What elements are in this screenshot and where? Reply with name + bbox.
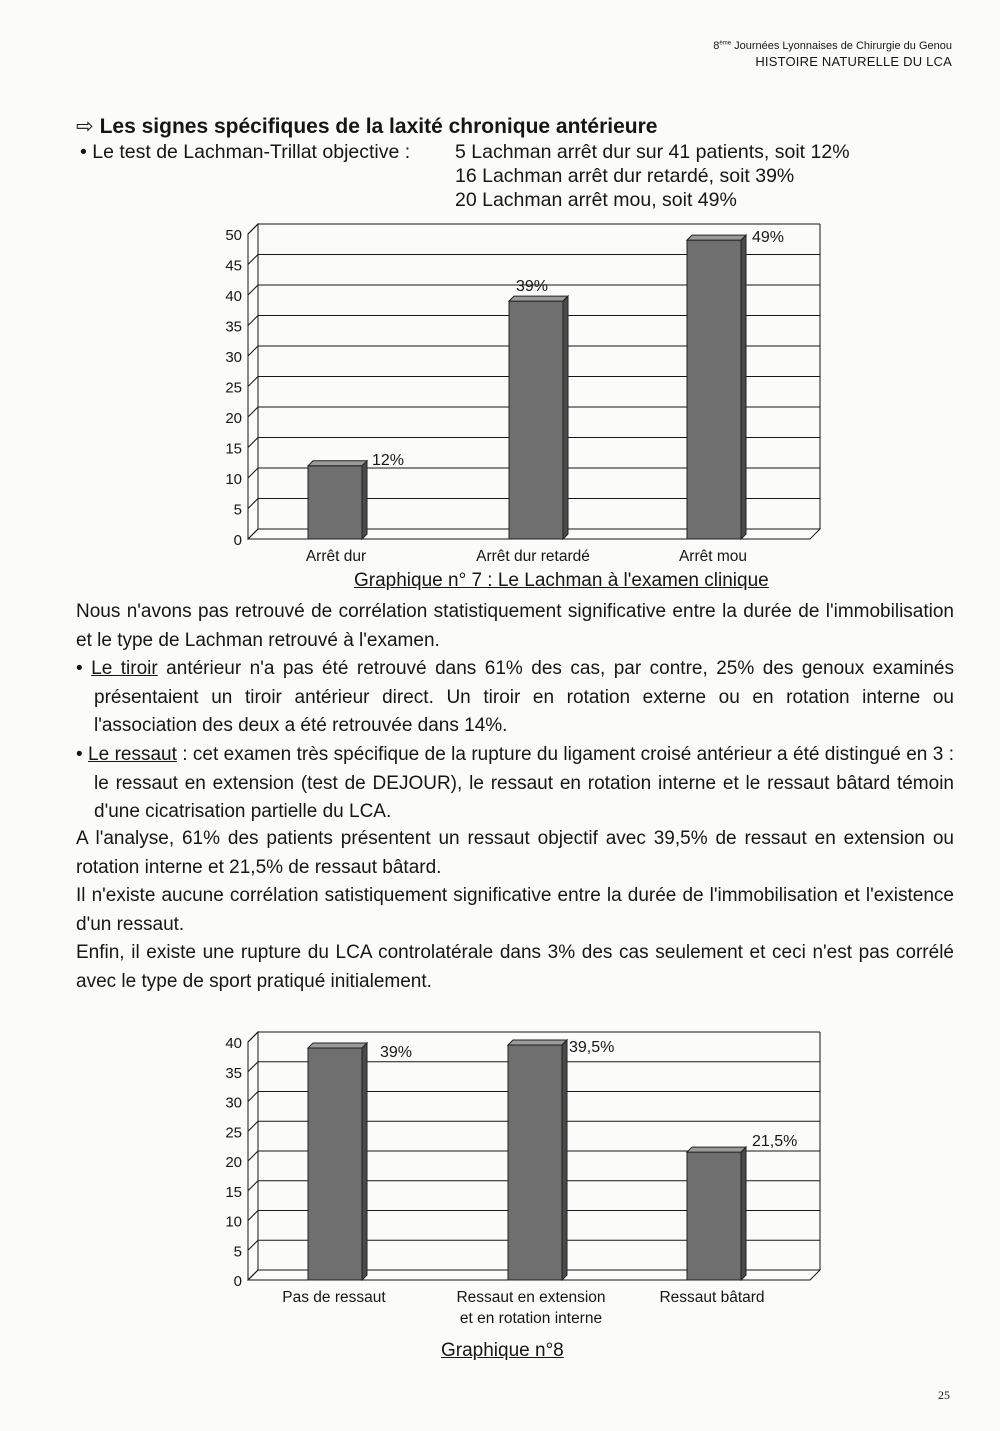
gridline-side (248, 529, 258, 539)
section-title-text: Les signes spécifiques de la laxité chronique antérieure (99, 115, 658, 138)
category-label: Arrêt dur retardé (476, 548, 590, 562)
paragraph-analyse: A l'analyse, 61% des patients présentent un ressaut objectif avec 39,5% de ressaut en extension ou rotation interne et 21,5% de ressaut bâtard. (76, 828, 954, 878)
bar-top (687, 235, 746, 240)
chart-lachman (0, 212, 1000, 562)
bullet-tiroir (76, 655, 954, 741)
chart2-caption: Graphique n°8 (441, 1340, 564, 1361)
bar-side (741, 1147, 746, 1280)
running-header-line2: HISTOIRE NATURELLE DU LCA (755, 54, 952, 69)
y-tick-label: 10 (225, 471, 242, 488)
bullet-marker: • (76, 658, 92, 679)
bar (308, 466, 362, 539)
bar-side (362, 1043, 367, 1280)
y-tick-label: 5 (233, 501, 242, 519)
bar-top (509, 296, 568, 301)
gridline-side (248, 1092, 258, 1102)
bar-side (362, 461, 367, 539)
data-label: 21,5% (752, 1133, 798, 1151)
lachman-line-1: 5 Lachman arrêt dur sur 41 patients, soit 12% (455, 141, 850, 163)
gridline-side (248, 285, 258, 295)
category-label: Ressaut en extension (456, 1289, 606, 1306)
gridline-side (248, 377, 258, 387)
gridline-side (248, 468, 258, 478)
bar-side (563, 296, 568, 539)
y-tick-label: 40 (225, 288, 242, 305)
paragraph-correlation: Nous n'avons pas retrouvé de corrélation statistiquement significative entre la durée de l'immobilisation et le type de Lachman retrouvé à l'examen. (76, 601, 954, 651)
chart1-caption: Graphique n° 7 : Le Lachman à l'examen clinique (354, 570, 769, 591)
y-tick-label: 20 (225, 1154, 242, 1171)
bar-top (308, 1043, 367, 1048)
bar-side (741, 235, 746, 539)
bar (508, 1045, 562, 1280)
gridline-side (248, 316, 258, 326)
ressaut-text: : cet examen très spécifique de la rupture du ligament croisé antérieur a été distingué en 3 : le ressaut en extension (test de DEJOUR), le ressaut en rotation interne et le ressaut bâtard témoin d'une cicatrisation partielle du LCA. (94, 744, 954, 823)
y-tick-label: 25 (225, 1124, 242, 1142)
y-tick-label: 35 (225, 1064, 242, 1082)
gridline-side (248, 346, 258, 356)
y-tick-label: 10 (225, 1213, 242, 1231)
lachman-lead: • Le test de Lachman-Trillat objective : (80, 141, 411, 163)
chart-ressaut (0, 1022, 1000, 1332)
gridline-side (248, 1270, 258, 1280)
tiroir-text: antérieur n'a pas été retrouvé dans 61% des cas, par contre, 25% des genoux examinés présentaient un tiroir antérieur direct. Un tiroir en rotation externe ou en rotation interne ou l'association des deux a été retrouvée dans 14%. (94, 658, 954, 737)
gridline-side (248, 499, 258, 509)
y-tick-label: 40 (225, 1035, 242, 1052)
term-ressaut: Le ressaut (88, 744, 177, 765)
y-tick-label: 15 (225, 1183, 242, 1201)
gridline-side (248, 1032, 258, 1042)
lachman-line-3: 20 Lachman arrêt mou, soit 49% (455, 189, 737, 211)
edition-number: 8 (713, 40, 720, 52)
category-label: et en rotation interne (459, 1310, 603, 1327)
gridline-side (248, 1062, 258, 1072)
data-label: 39% (380, 1043, 413, 1061)
paragraph-ressaut-correlation: Il n'existe aucune corrélation satistiquement significative entre la durée de l'immobilisation et l'existence d'un ressaut. (76, 885, 954, 935)
gridline-side (248, 224, 258, 234)
y-tick-label: 50 (225, 227, 242, 244)
bar-top (687, 1147, 746, 1152)
bar (308, 1048, 362, 1280)
gridline-side (248, 1181, 258, 1191)
gridline-side (248, 438, 258, 448)
conference-name: Journées Lyonnaises de Chirurgie du Genou (731, 40, 952, 52)
data-label: 39,5% (569, 1038, 615, 1056)
gridline-side (248, 1211, 258, 1221)
bar (687, 240, 741, 539)
bar (687, 1152, 741, 1280)
paragraph-controlateral: Enfin, il existe une rupture du LCA controlatérale dans 3% des cas seulement et ceci n'est pas corrélé avec le type de sport pratiqué initialement. (76, 942, 954, 992)
bullet-ressaut (76, 741, 954, 827)
category-label: Pas de ressaut (282, 1289, 386, 1306)
y-tick-label: 0 (233, 1273, 242, 1290)
y-tick-label: 15 (225, 440, 242, 458)
y-tick-label: 45 (225, 257, 242, 275)
y-tick-label: 35 (225, 318, 242, 336)
bullet-marker: • (76, 744, 89, 765)
gridline-side (248, 1240, 258, 1250)
data-label: 39% (516, 278, 549, 296)
data-label: 12% (372, 451, 405, 469)
category-label: Arrêt mou (678, 548, 748, 562)
bar (509, 301, 563, 539)
y-tick-label: 30 (225, 1094, 242, 1112)
bar-top (508, 1040, 567, 1045)
bar-side (562, 1040, 567, 1280)
running-header-line1 (713, 40, 952, 52)
y-tick-label: 0 (233, 532, 242, 549)
data-label: 49% (752, 229, 785, 247)
y-tick-label: 30 (225, 349, 242, 366)
gridline-side (248, 1121, 258, 1131)
page-number: 25 (938, 1388, 950, 1402)
bar-top (308, 461, 367, 466)
gridline-side (248, 1151, 258, 1161)
arrow-icon: ⇨ (76, 115, 94, 138)
gridline-side (248, 255, 258, 265)
y-tick-label: 25 (225, 379, 242, 397)
y-tick-label: 5 (233, 1243, 242, 1261)
lachman-line-2: 16 Lachman arrêt dur retardé, soit 39% (455, 165, 795, 187)
section-title (76, 114, 657, 139)
term-tiroir: Le tiroir (91, 658, 158, 679)
edition-superscript: ème (719, 40, 732, 47)
category-label: Arrêt dur (305, 548, 367, 562)
y-tick-label: 20 (225, 410, 242, 427)
gridline-side (248, 407, 258, 417)
category-label: Ressaut bâtard (659, 1289, 765, 1306)
